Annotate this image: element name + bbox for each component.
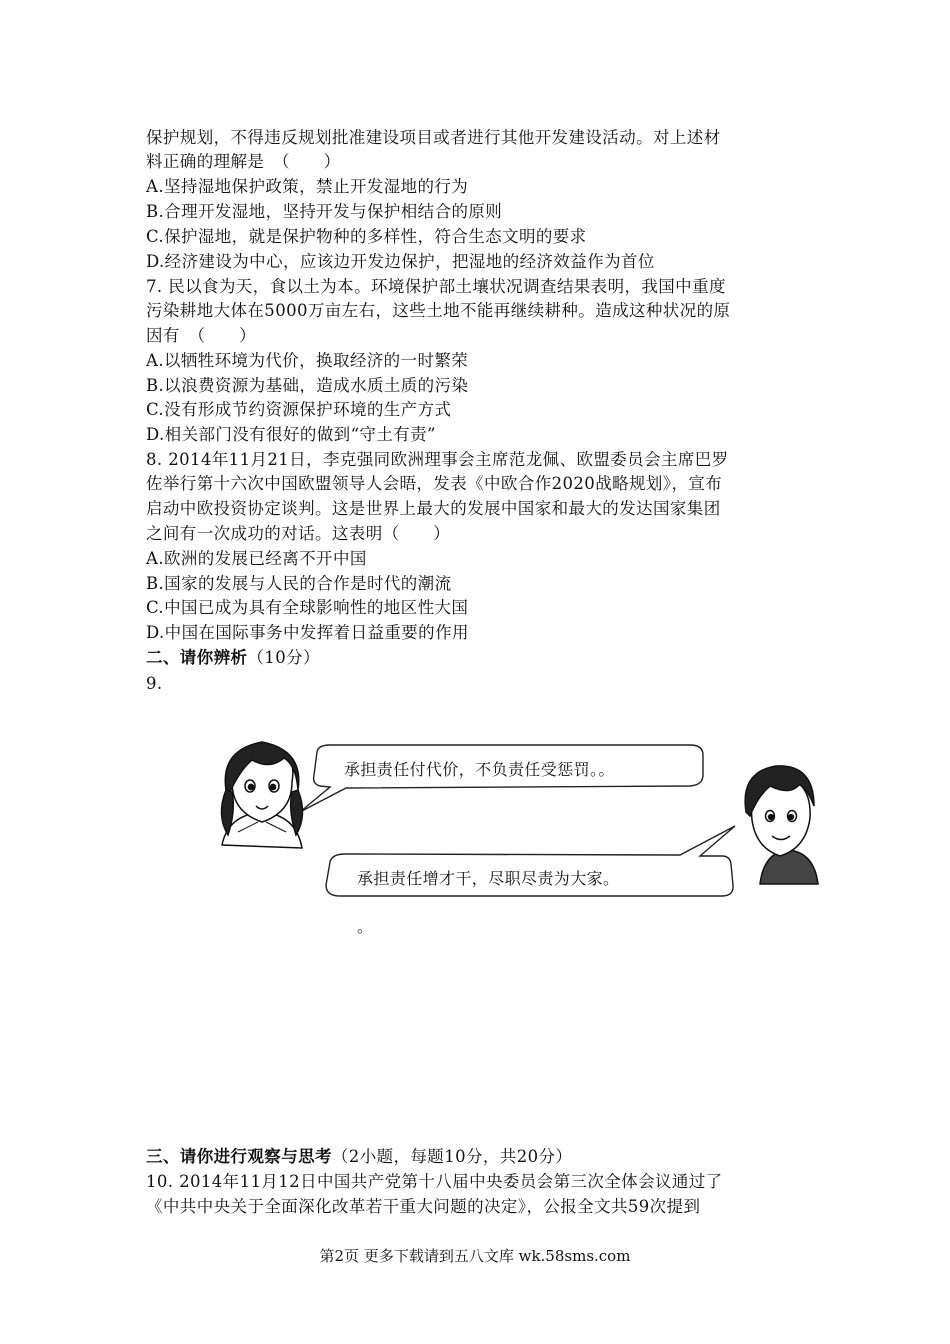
q6-text-line-1: 保护规划，不得违反规划批准建设项目或者进行其他开发建设活动。对上述材 <box>146 128 721 147</box>
q6-option-a: A.坚持湿地保护政策，禁止开发湿地的行为 <box>146 177 469 196</box>
boy-cartoon <box>745 766 818 884</box>
speech-bubble-top-text: 承担责任付代价，不负责任受惩罚。。 <box>344 760 615 779</box>
section-3-heading: 三、请你进行观察与思考 <box>146 1147 332 1166</box>
q7-option-d: D.相关部门没有很好的做到“守土有责” <box>146 425 436 444</box>
q10-text-line-1: 10. 2014年11月12日中国共产党第十八届中央委员会第三次全体会议通过了 <box>146 1172 723 1191</box>
q8-text-line-2: 佐举行第十六次中国欧盟领导人会晤，发表《中欧合作2020战略规划》，宣布 <box>146 474 723 493</box>
stray-period: 。 <box>357 917 374 936</box>
q8-option-c: C.中国已成为具有全球影响性的地区性大国 <box>146 598 469 617</box>
q6-option-c: C.保护湿地，就是保护物种的多样性，符合生态文明的要求 <box>146 227 587 246</box>
girl-cartoon <box>221 742 302 848</box>
page-footer: 第2页 更多下载请到五八文库 wk.58sms.com <box>319 1247 631 1265</box>
section-3-score: （2小题，每题10分，共20分） <box>331 1147 573 1166</box>
q7-option-b: B.以浪费资源为基础，造成水质土质的污染 <box>146 376 469 395</box>
q10-text-line-2: 《中共中央关于全面深化改革若干重大问题的决定》，公报全文共59次提到 <box>146 1197 701 1216</box>
speech-bubble-bottom-text: 承担责任增才干，尽职尽责为大家。 <box>357 869 620 888</box>
q7-text-line-1: 7. 民以食为天，食以土为本。环境保护部土壤状况调查结果表明，我国中重度 <box>146 277 726 296</box>
q8-text-line-3: 启动中欧投资协定谈判。这是世界上最大的发展中国家和最大的发达国家集团 <box>146 499 721 518</box>
q7-text-line-2: 污染耕地大体在5000万亩左右，这些土地不能再继续耕种。造成这种状况的原 <box>146 301 731 320</box>
q8-option-b: B.国家的发展与人民的合作是时代的潮流 <box>146 574 452 593</box>
section-2-heading: 二、请你辨析 <box>146 648 248 667</box>
q8-option-d: D.中国在国际事务中发挥着日益重要的作用 <box>146 623 469 642</box>
q8-text-line-4: 之间有一次成功的对话。这表明（ ） <box>146 524 451 543</box>
q6-text-line-2: 料正确的理解是 （ ） <box>146 152 341 171</box>
q6-option-b: B.合理开发湿地，坚持开发与保护相结合的原则 <box>146 202 503 221</box>
q8-text-line-1: 8. 2014年11月21日，李克强同欧洲理事会主席范龙佩、欧盟委员会主席巴罗 <box>146 450 729 469</box>
q7-option-a: A.以牺牲环境为代价，换取经济的一时繁荣 <box>146 351 469 370</box>
section-3-heading-line <box>146 1145 572 1169</box>
q7-option-c: C.没有形成节约资源保护环境的生产方式 <box>146 400 452 419</box>
q9-number: 9. <box>146 674 163 693</box>
q7-text-line-3: 因有 （ ） <box>146 326 257 345</box>
q6-option-d: D.经济建设为中心，应该边开发边保护，把湿地的经济效益作为首位 <box>146 252 655 271</box>
section-2-score: （10分） <box>247 648 320 667</box>
q8-option-a: A.欧洲的发展已经离不开中国 <box>146 549 367 568</box>
